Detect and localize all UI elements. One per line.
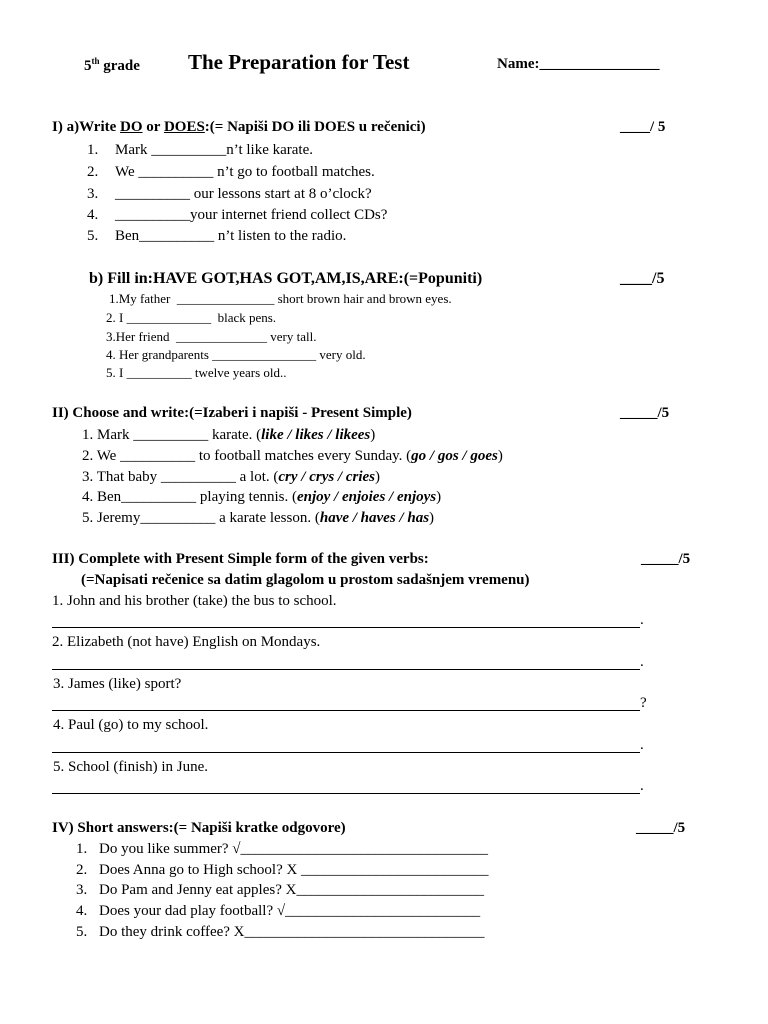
s1b-item: 5. I __________ twelve years old.. [106, 365, 287, 380]
s1a-item-text: __________ our lessons start at 8 o’clock? [115, 186, 372, 202]
grade-label [84, 56, 140, 75]
section-2-score: _____/5 [620, 405, 670, 421]
s3-answer-line [52, 752, 640, 753]
s3-line-end: ? [640, 695, 647, 711]
s2-item-options: have / haves / has [319, 510, 430, 526]
s1a-item-text: __________your internet friend collect CDs? [115, 207, 388, 223]
s1a-item-num: 5. [87, 228, 99, 244]
s3-answer-line [52, 793, 640, 794]
s4-item-num: 5. [76, 924, 88, 940]
s1a-item-text: We __________ n’t go to football matches. [115, 164, 375, 180]
s4-item-num: 3. [76, 882, 88, 898]
section-4-score: _____/5 [636, 820, 686, 836]
section-1b-heading: b) Fill in:HAVE GOT,HAS GOT,AM,IS,ARE:(=Popuniti) [89, 270, 483, 287]
s2-item-close: ) [370, 427, 376, 443]
section-1b-score: ____/5 [620, 270, 665, 287]
s2-item-close: ) [429, 510, 435, 526]
s4-item-text: Do you like summer? √_________________________________ [99, 841, 489, 857]
section-1a-heading [52, 119, 426, 136]
s1b-item: 2. I _____________ black pens. [106, 310, 277, 325]
s1a-does-word: DOES [163, 119, 205, 135]
s3-question: 1. John and his brother (take) the bus to school. [52, 593, 337, 609]
s2-item-stem: 2. We __________ to football matches every Sunday. ( [82, 448, 412, 464]
s2-item-close: ) [375, 469, 381, 485]
s2-item-stem: 1. Mark __________ karate. ( [82, 427, 262, 443]
s2-item-options: enjoy / enjoies / enjoys [296, 489, 437, 505]
s2-item-options: cry / crys / cries [278, 469, 376, 485]
s2-item-options: go / gos / goes [411, 448, 498, 464]
s1a-heading-part2: :(= Napiši DO ili DOES u rečenici) [204, 119, 426, 135]
s3-answer-line [52, 710, 640, 711]
s1b-item: 3.Her friend ______________ very tall. [106, 329, 317, 344]
s1a-heading-part1: I) a)Write [52, 119, 121, 135]
s2-item [82, 510, 434, 527]
s2-item-stem: 4. Ben__________ playing tennis. ( [82, 489, 297, 505]
s4-item-text: Do they drink coffee? X________________________________ [99, 924, 485, 940]
s1b-item: 1.My father _______________ short brown hair and brown eyes. [109, 291, 452, 306]
s2-item-close: ) [497, 448, 503, 464]
s1a-item-num: 1. [87, 142, 99, 158]
s3-question: 3. James (like) sport? [53, 676, 182, 692]
s3-line-end: . [640, 654, 644, 670]
s2-item [82, 489, 441, 506]
s1a-item-num: 3. [87, 186, 99, 202]
section-2-heading: II) Choose and write:(=Izaberi i napiši - Present Simple) [52, 405, 412, 421]
s2-item [82, 448, 503, 465]
s3-answer-line [52, 627, 640, 628]
s1b-item: 4. Her grandparents ________________ very old. [106, 347, 366, 362]
s3-answer-line [52, 669, 640, 670]
s1a-or-word: or [142, 119, 164, 135]
section-3-score: _____/5 [641, 551, 691, 567]
section-4-heading: IV) Short answers:(= Napiši kratke odgovore) [52, 820, 346, 836]
name-field: Name:________________ [497, 56, 660, 72]
section-3-subheading: (=Napisati rečenice sa datim glagolom u prostom sadašnjem vremenu) [81, 572, 530, 588]
grade-suffix: th [91, 56, 100, 66]
s1a-item-text: Mark __________n’t like karate. [115, 142, 314, 158]
s2-item-stem: 5. Jeremy__________ a karate lesson. ( [82, 510, 320, 526]
s2-item-stem: 3. That baby __________ a lot. ( [82, 469, 279, 485]
s3-line-end: . [640, 612, 644, 628]
grade-number: 5 [84, 58, 92, 74]
s1a-item-num: 2. [87, 164, 99, 180]
s2-item-options: like / likes / likees [261, 427, 371, 443]
s1a-item-num: 4. [87, 207, 99, 223]
s3-line-end: . [640, 737, 644, 753]
s3-line-end: . [640, 778, 644, 794]
s4-item-text: Does your dad play football? √__________________________ [99, 903, 481, 919]
s2-item [82, 469, 380, 486]
page-title: The Preparation for Test [188, 50, 410, 74]
s4-item-num: 4. [76, 903, 88, 919]
s2-item [82, 427, 375, 444]
s4-item-num: 2. [76, 862, 88, 878]
s4-item-num: 1. [76, 841, 88, 857]
s2-item-close: ) [436, 489, 442, 505]
section-1a-score: ____/ 5 [620, 119, 666, 135]
s3-question: 2. Elizabeth (not have) English on Mondays. [52, 634, 321, 650]
s3-question: 5. School (finish) in June. [53, 759, 208, 775]
s4-item-text: Do Pam and Jenny eat apples? X_________________________ [99, 882, 484, 898]
s1a-item-text: Ben__________ n’t listen to the radio. [115, 228, 347, 244]
s3-question: 4. Paul (go) to my school. [53, 717, 209, 733]
grade-word: grade [103, 58, 140, 74]
section-3-heading: III) Complete with Present Simple form of the given verbs: [52, 551, 429, 567]
s4-item-text: Does Anna go to High school? X _________________________ [99, 862, 489, 878]
s1a-do-word: DO [120, 119, 143, 135]
